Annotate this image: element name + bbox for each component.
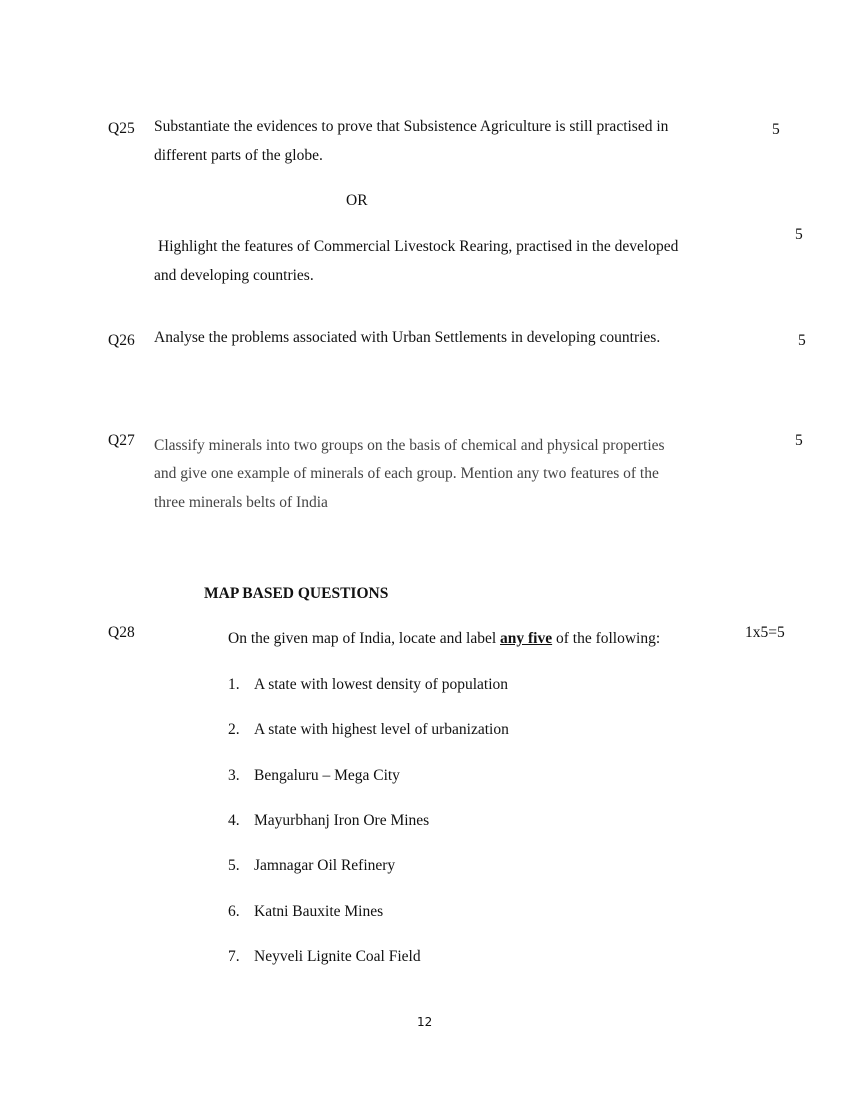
list-item-number: 3. bbox=[228, 767, 240, 784]
q25-alt-text-line-2: and developing countries. bbox=[154, 267, 314, 284]
q25-marks: 5 bbox=[772, 121, 780, 138]
q28-intro-after: of the following: bbox=[552, 630, 661, 647]
q27-text-line-3: three minerals belts of India bbox=[154, 494, 328, 511]
q28-intro bbox=[228, 630, 660, 648]
q26-marks: 5 bbox=[798, 332, 806, 349]
q25-text-line-2: different parts of the globe. bbox=[154, 147, 323, 164]
q27-text-line-1: Classify minerals into two groups on the basis of chemical and physical properties bbox=[154, 437, 665, 454]
list-item-number: 6. bbox=[228, 903, 240, 920]
q25-text-line-1: Substantiate the evidences to prove that Subsistence Agriculture is still practised in bbox=[154, 118, 669, 135]
list-item-text: Mayurbhanj Iron Ore Mines bbox=[254, 812, 430, 829]
or-separator: OR bbox=[346, 192, 368, 209]
question-number-q27: Q27 bbox=[108, 432, 135, 449]
list-item-text: A state with highest level of urbanization bbox=[254, 721, 509, 738]
q27-text-line-2: and give one example of minerals of each group. Mention any two features of the bbox=[154, 465, 659, 482]
list-item-number: 2. bbox=[228, 721, 240, 738]
section-heading-map-based: MAP BASED QUESTIONS bbox=[204, 585, 389, 602]
list-item-number: 1. bbox=[228, 676, 240, 693]
list-item-number: 5. bbox=[228, 857, 240, 874]
page-number: 12 bbox=[417, 1015, 433, 1029]
list-item-text: Katni Bauxite Mines bbox=[254, 903, 384, 920]
q28-intro-before: On the given map of India, locate and label bbox=[228, 630, 501, 647]
q28-intro-emphasis: any five bbox=[500, 630, 553, 647]
list-item-number: 4. bbox=[228, 812, 240, 829]
list-item-text: Bengaluru – Mega City bbox=[254, 767, 400, 784]
question-number-q25: Q25 bbox=[108, 120, 135, 137]
q26-text-line-1: Analyse the problems associated with Urban Settlements in developing countries. bbox=[154, 329, 661, 346]
list-item-text: A state with lowest density of population bbox=[254, 676, 509, 693]
question-number-q26: Q26 bbox=[108, 332, 135, 349]
list-item-number: 7. bbox=[228, 948, 240, 965]
q28-marks: 1x5=5 bbox=[745, 624, 785, 641]
question-number-q28: Q28 bbox=[108, 624, 135, 641]
list-item-text: Neyveli Lignite Coal Field bbox=[254, 948, 421, 965]
q27-marks: 5 bbox=[795, 432, 803, 449]
q25-alt-marks: 5 bbox=[795, 226, 803, 243]
q25-alt-text-line-1: Highlight the features of Commercial Livestock Rearing, practised in the developed bbox=[158, 238, 679, 255]
list-item-text: Jamnagar Oil Refinery bbox=[254, 857, 396, 874]
